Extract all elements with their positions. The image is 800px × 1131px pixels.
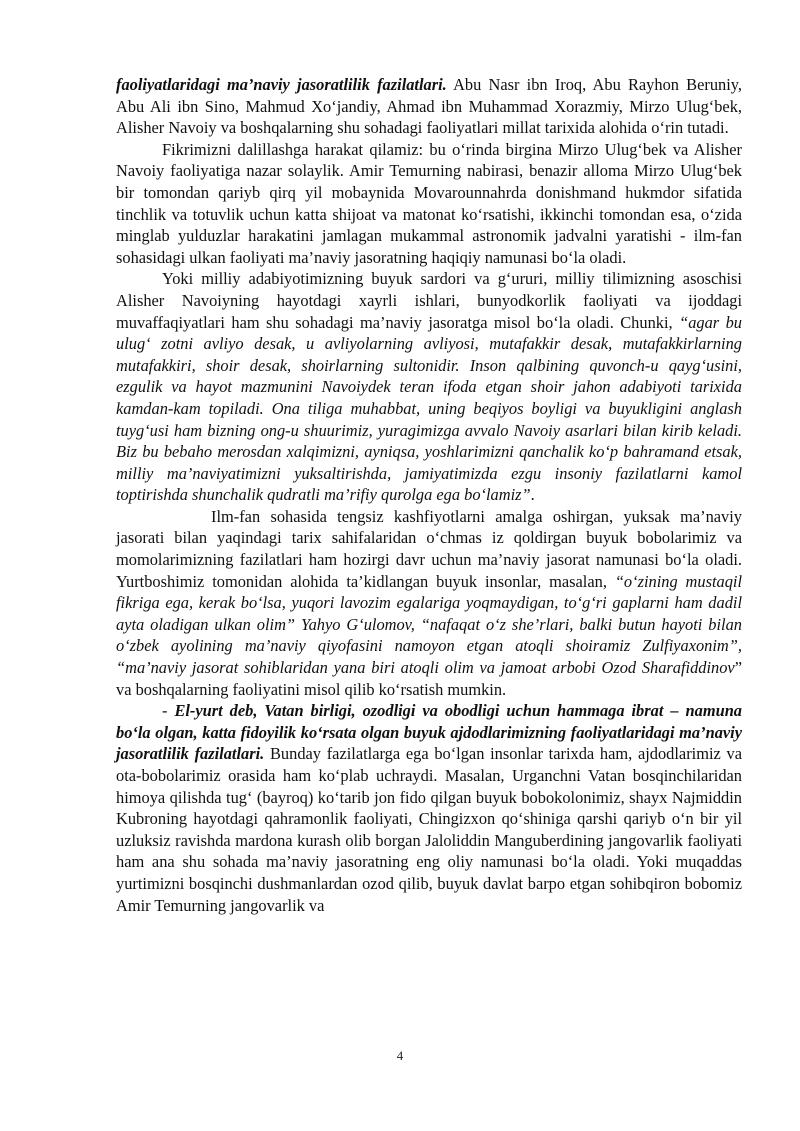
bold-heading-text: faoliyatlaridagi ma’naviy jasoratlilik fazilatlari. [116,75,447,94]
paragraph-5 [116,700,742,916]
paragraph-text: Yoki milliy adabiyotimizning buyuk sardori va g‘ururi, milliy tilimizning asoschisi Alisher Navoiyning hayotdagi xayrli ishlari, bunyodkorlik faoliyati va ijoddagi muvaffaqiyatlari ham shu sohadagi ma’naviy jasoratga misol bo‘la oladi. Chunki, [116,269,742,332]
bold-heading-text: El-yurt deb, Vatan birligi, ozodligi va obodligi uchun hammaga ibrat – namuna bo‘la olgan, katta fidoyilik ko‘rsata olgan buyuk ajdodlarimizning faoliyatlaridagi ma’naviy jasoratlilik fazilatlari. [116,701,743,764]
document-page [116,74,742,916]
paragraph-text: ” va boshqalarning faoliyatini misol qilib ko‘rsatish mumkin. [116,658,742,699]
italic-quote: “agar bu ulug‘ zotni avliyo desak, u avliyolarning avliyosi, mutafakkir desak, mutafakkirlarning mutafakkiri, shoir desak, shoirlarning sultonidir. Inson qalbining quvonch-u qayg‘usini, ezgulik va hayot mazmunini Navoiydek teran ifoda etgan shoir jahon adabiyoti tarixida kamdan-kam topiladi. Ona tiliga muhabbat, uning beqiyos boyligi va buyukligini anglash tuyg‘usi ham bizning ong-u shuurimiz, yuragimizga avvalo Navoiy asarlari bilan kirib keladi. Biz bu bebaho merosdan xalqimizni, ayniqsa, yoshlarimizni qanchalik ko‘p bahramand etsak, milliy ma’naviyatimizni yuksaltirishda, jamiyatimizda ezgu insoniy fazilatlarni kamol toptirishda shunchalik qudratli ma’rifiy qurolga ega bo‘lamiz” [116,312,742,505]
list-dash: - [162,701,175,721]
italic-quote: “o‘zining mustaqil fikriga ega, kerak bo‘lsa, yuqori lavozim egalariga yoqmaydigan, to‘g‘ri gaplarni ham dadil ayta oladigan ulkan olim” Yahyo G‘ulomov, “nafaqat o‘z she’rlari, balki butun hayoti bilan o‘zbek ayolining ma’naviy qiyofasini namoyon etgan atoqli shoiramiz Zulfiyaxonim”, “ma’naviy jasorat sohiblaridan yana biri atoqli olim va jamoat arbobi Ozod Sharafiddinov [116,571,742,678]
paragraph-3 [116,268,742,506]
page-number: 4 [396,1048,404,1063]
paragraph-text: Ilm-fan sohasida tengsiz kashfiyotlarni amalga oshirgan, yuksak ma’naviy jasorati bilan yaqindagi tarix sahifalaridan o‘chmas iz qoldirgan buyuk bobolarimiz va momolarimizning fazilatlari ham hozirgi davr uchun ma’naviy jasorat namunasi bo‘la oladi. Yurtboshimiz tomonidan alohida ta’kidlangan buyuk insonlar, masalan, [116,506,742,591]
paragraph-text: Bunday fazilatlarga ega bo‘lgan insonlar tarixda ham, ajdodlarimiz va ota-bobolarimiz orasida ham ko‘plab uchraydi. Masalan, Urganchni Vatan bosqinchilaridan himoya qilishda tug‘ (bayroq) ko‘tarib jon fido qilgan buyuk bobokolonimiz, shayx Najmiddin Kubroning hayotdagi qahramonlik faoliyati, Chingizxon qo‘shiniga qarshi qariyb o‘n bir yil uzluksiz ravishda mardona kurash olib borgan Jaloliddin Manguberdining jangovarlik faoliyati ham ana shu sohada ma’naviy jasoratning eng oliy namunasi bo‘la oladi. Yoki muqaddas yurtimizni bosqinchi dushmanlardan ozod qilib, buyuk davlat barpo etgan sohibqiron bobomiz Amir Temurning jangovarlik va [116,744,742,915]
paragraph-2: Fikrimizni dalillashga harakat qilamiz: bu o‘rinda birgina Mirzo Ulug‘bek va Alisher Navoiy faoliyatiga nazar solaylik. Amir Temurning nabirasi, benazir alloma Mirzo Ulug‘bek bir tomondan qariyb qirq yil mobaynida Movarounnahrda donishmand hukmdor sifatida tinchlik va totuvlik uchun katta shijoat va matonat ko‘rsatishi, ikkinchi tomondan esa, o‘zida minglab yulduzlar harakatini jamlagan mukammal astronomik jadvalni yaratishi - ilm-fan sohasidagi ulkan faoliyati ma’naviy jasoratning haqiqiy namunasi bo‘la oladi. [116,139,742,267]
paragraph-4 [116,506,742,700]
paragraph-text: Abu Nasr ibn Iroq, Abu Rayhon Beruniy, Abu Ali ibn Sino, Mahmud Xo‘jandiy, Ahmad ibn Muhammad Xorazmiy, Mirzo Ulug‘bek, Alisher Navoiy va boshqalarning shu sohadagi faoliyatlari millat tarixida alohida o‘rin tutadi. [116,75,742,138]
paragraph-1 [116,74,742,139]
paragraph-end: . [530,485,535,505]
